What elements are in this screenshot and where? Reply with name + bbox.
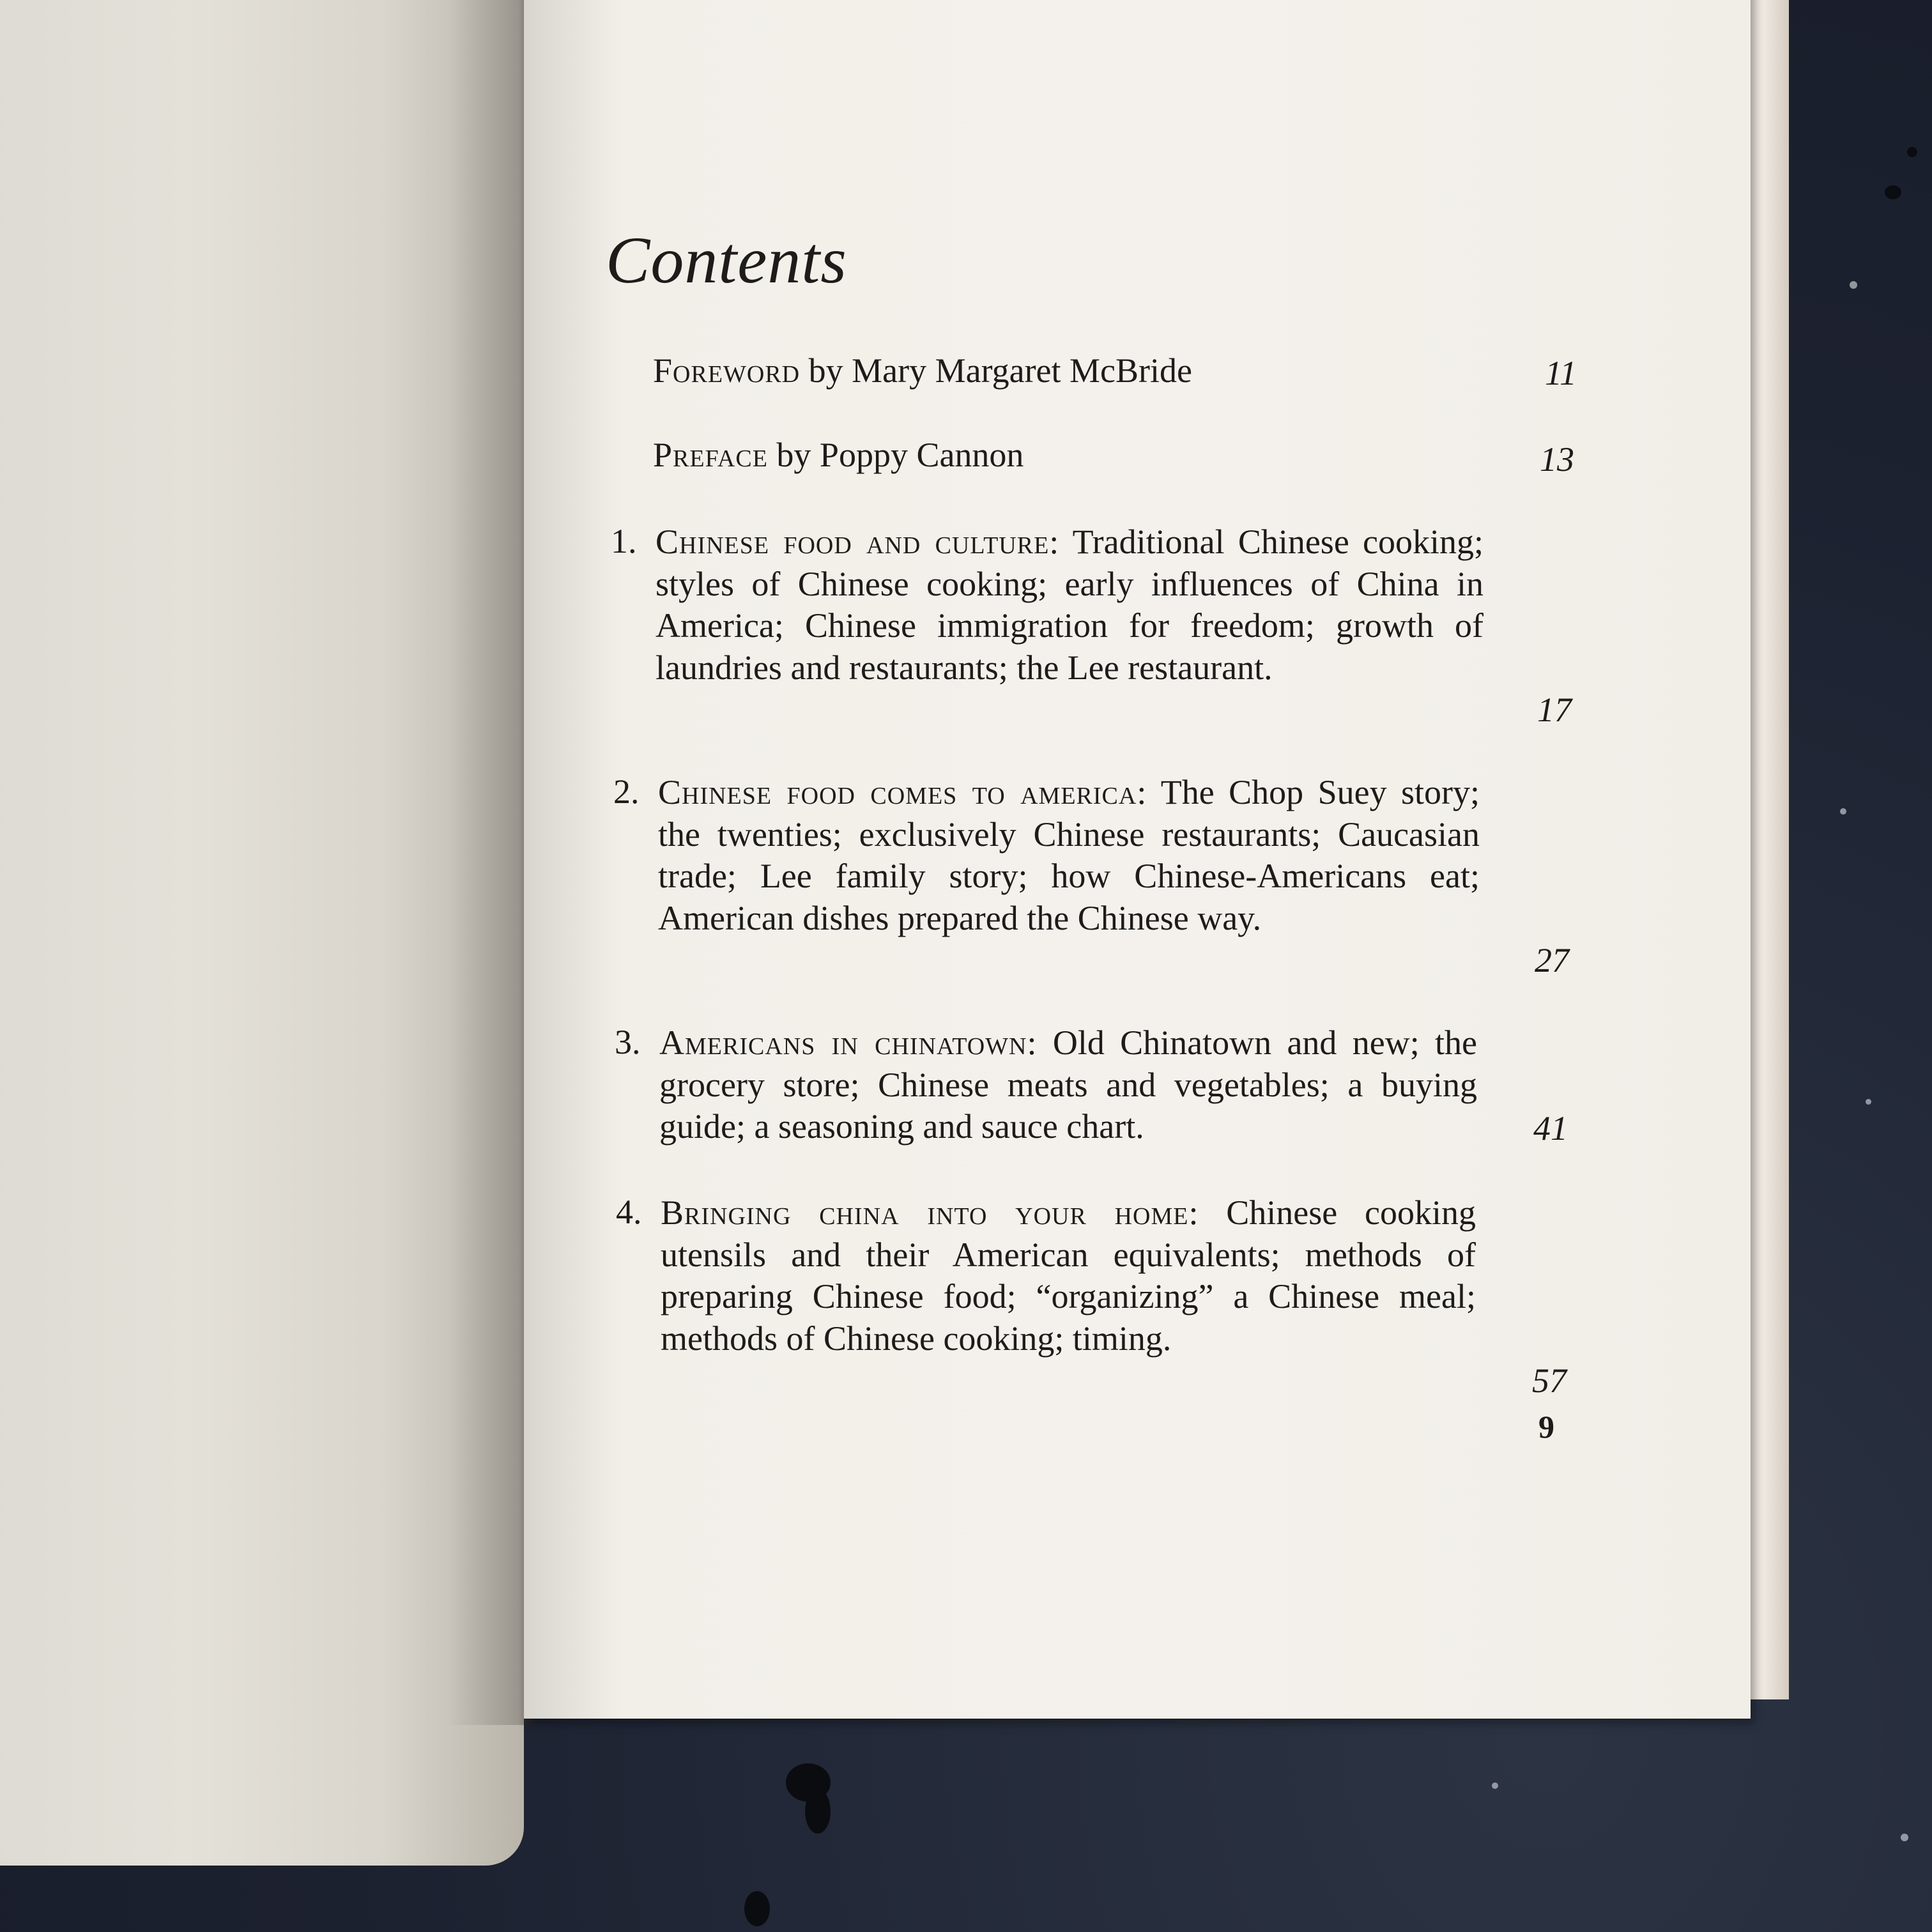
chapter-2-heading: Chinese food comes to america: [658,773,1147,811]
preface-label: Preface [653,436,768,474]
chapter-2-text: The Chop Suey story; the twenties; exclusively Chinese restaurants; Caucasian trade; Lee family story; how Chinese-Americans eat; American dishes prepared the Chinese way. [658,773,1480,937]
chapter-1-heading: Chinese food and culture: [656,523,1060,561]
ink-splatter [805,1789,831,1834]
paint-fleck [1840,808,1846,815]
preface-credit: by Poppy Cannon [776,436,1024,474]
chapter-1-entry [656,521,1483,689]
chapter-3-entry [659,1022,1477,1148]
ink-splatter [744,1891,770,1926]
chapter-2-entry [658,772,1480,939]
chapter-4-text: Chinese cooking utensils and their American equivalents; methods of preparing Chinese food; “organizing” a Chinese meal; methods of Chinese cooking; timing. [661,1193,1476,1358]
chapter-4-page-number: 57 [1532,1361,1567,1400]
chapter-3-text: Old Chinatown and new; the grocery store; Chinese meats and vegetables; a buying guide; a seasoning and sauce chart. [659,1023,1477,1146]
chapter-1-page-number: 17 [1537,691,1572,729]
chapter-3-number: 3. [615,1023,641,1061]
chapter-4-entry [661,1192,1476,1360]
ink-splatter [1907,147,1917,157]
gutter-shadow [447,0,537,1725]
toc-entry-preface [653,434,1023,476]
ink-splatter [1885,185,1901,199]
chapter-3-heading: Americans in chinatown: [659,1023,1038,1062]
folio-page-number: 9 [1538,1409,1554,1445]
chapter-1-number: 1. [611,522,637,560]
chapter-4-heading: Bringing china into your home: [661,1193,1199,1232]
preface-page-number: 13 [1540,440,1574,479]
page-title: Contents [606,224,847,297]
foreword-credit: by Mary Margaret McBride [808,351,1192,390]
chapter-4-number: 4. [616,1193,642,1231]
chapter-1-text: Traditional Chinese cooking; styles of Chinese cooking; early influences of China in America; Chinese immigration for freedom; growth of laundries and restaurants; the Lee restaurant. [656,523,1483,687]
paint-fleck [1901,1834,1908,1841]
paint-fleck [1850,281,1857,289]
foreword-label: Foreword [653,351,801,390]
foreword-page-number: 11 [1545,354,1577,392]
paint-fleck [1866,1099,1871,1105]
chapter-2-number: 2. [613,772,640,811]
toc-entry-foreword [653,350,1192,392]
chapter-3-page-number: 41 [1533,1109,1568,1147]
paint-fleck [1492,1782,1498,1789]
chapter-2-page-number: 27 [1535,941,1569,979]
left-page [0,0,524,1866]
